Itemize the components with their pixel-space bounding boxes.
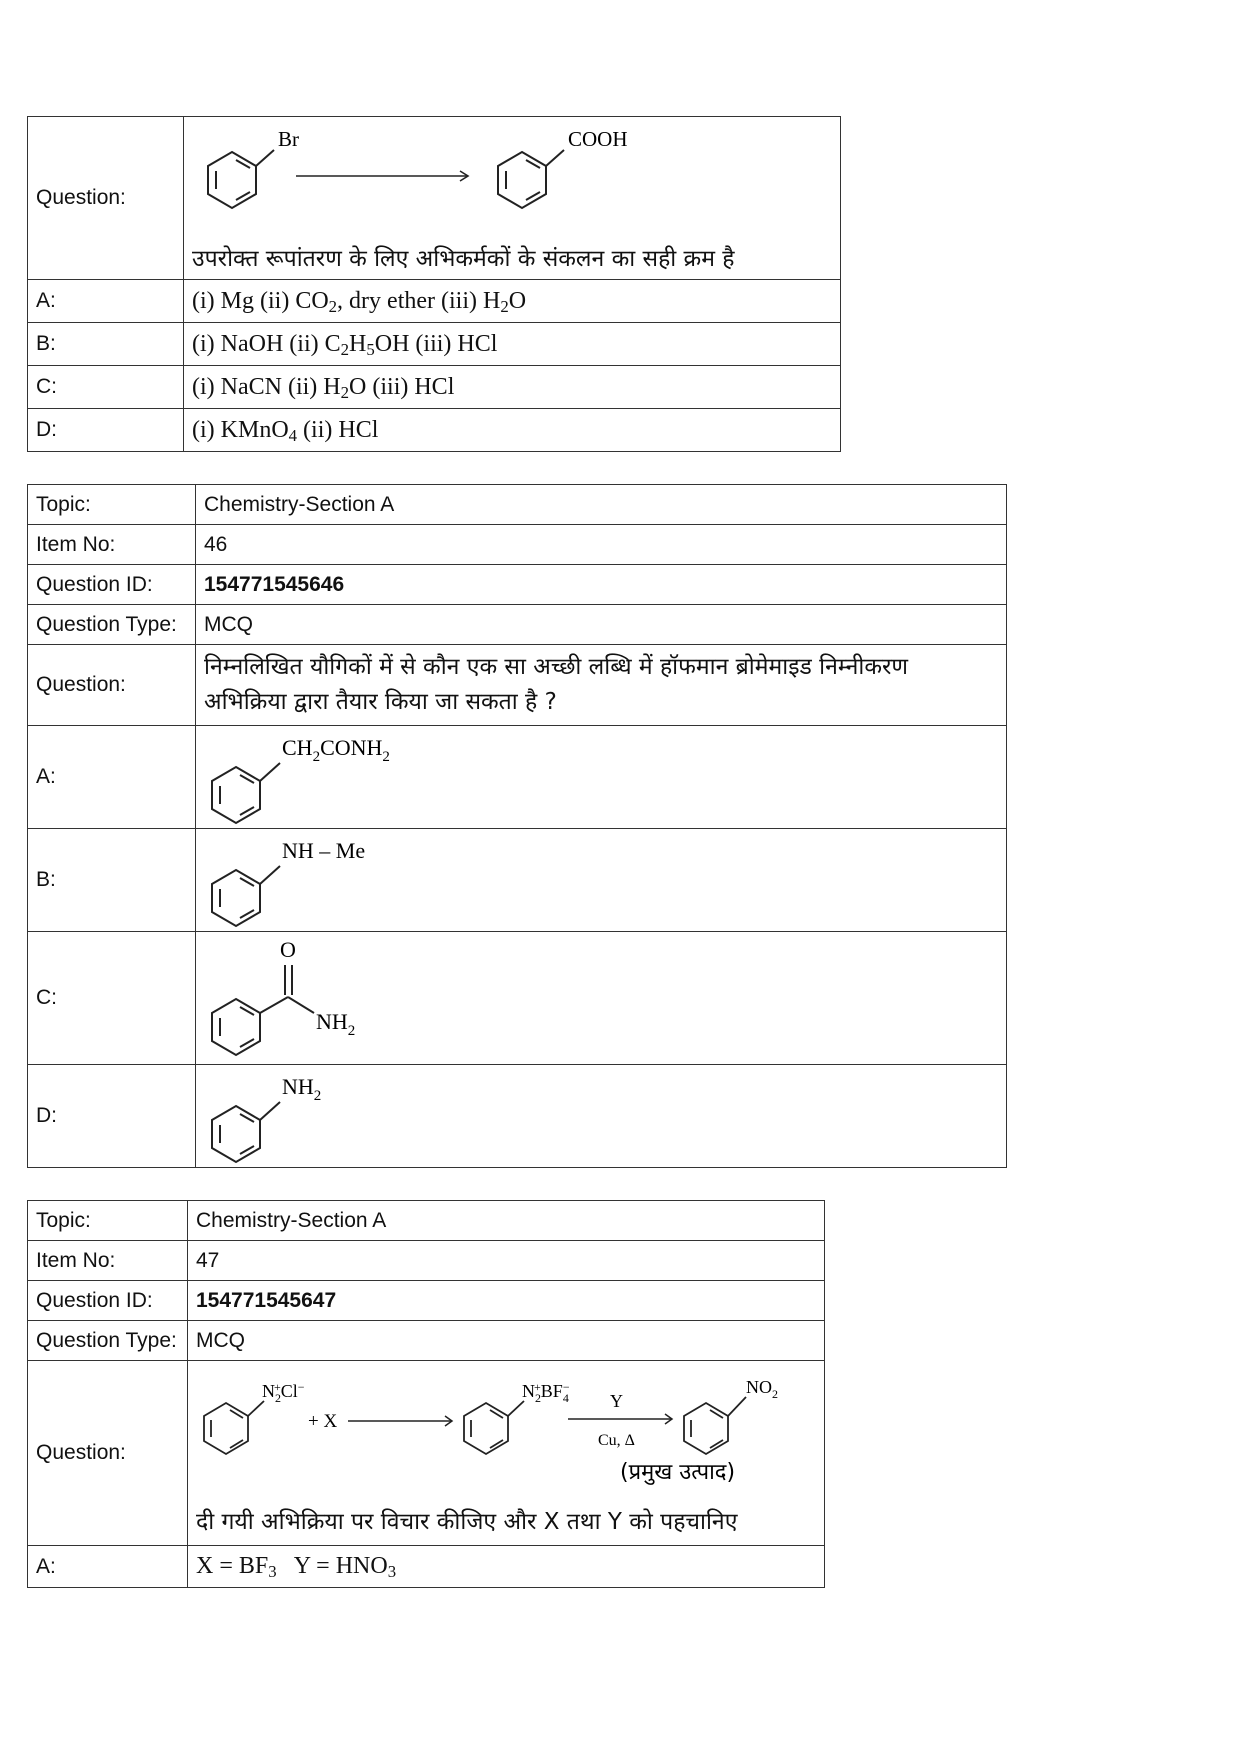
question-line-1: निम्नलिखित यौगिकों में से कौन एक सा अच्छी लब्धि में हॉफमान ब्रोमेमाइड निम्नीकरण [204,654,909,680]
plus-x-reagent: + X [308,1410,338,1432]
option-c-structure-cell [196,932,1007,1065]
topic-label: Topic: [28,1201,188,1241]
question-cell [184,117,841,280]
option-label: C: [28,366,184,409]
benzene-ring-nitrobenzene [684,1397,746,1454]
diazonium-reaction-scheme [196,1367,816,1505]
carbonyl-oxygen: O [280,937,296,962]
question-text: उपरोक्त रूपांतरण के लिए अभिकर्मकों के संकलन का सही क्रम है [192,245,735,272]
option-label: D: [28,409,184,452]
option-label: D: [28,1065,196,1168]
item-no-label: Item No: [28,1241,188,1281]
benzene-ring [212,866,280,926]
option-a-structure-cell [196,726,1007,829]
option-label: B: [28,323,184,366]
question-id-label: Question ID: [28,1281,188,1321]
arrow-reagent-y: Y [610,1390,623,1411]
option-d-structure-cell [196,1065,1007,1168]
option-label: C: [28,932,196,1065]
benzene-ring-diazonium-chloride [204,1401,264,1454]
option-label: A: [28,280,184,323]
diazonium-tetrafluoroborate-group: $N_2+BF_4-$ [522,1379,570,1405]
substituent-label: $CH_2CONH_2$ [282,735,390,765]
benzene-ring-product [498,150,564,208]
question-label: Question: [28,117,184,280]
phenylacetamide-structure [204,729,464,825]
option-label: B: [28,829,196,932]
option-label: A: [28,726,196,829]
carboxyl-group: COOH [568,126,628,151]
question-text: दी गयी अभिक्रिया पर विचार कीजिए और X तथा Y को पहचानिए [196,1508,738,1535]
benzene-ring [212,763,280,823]
major-product-label: (प्रमुख उत्पाद) [620,1459,736,1485]
question-cell [196,645,1007,726]
reaction-arrow [296,171,468,181]
option-d-text: (i) KMnO$_4$ (ii) HCl [184,409,841,452]
amide-nitrogen: $NH_2$ [316,1009,356,1039]
question-label: Question: [28,645,196,726]
question-cell [188,1361,825,1546]
option-b-text: (i) NaOH (ii) $C_2H_5OH$ (iii) HCl [184,323,841,366]
question-type-label: Question Type: [28,605,196,645]
option-b-structure-cell [196,829,1007,932]
benzene-ring-diazonium-tetrafluoroborate [464,1401,524,1454]
question-label: Question: [28,1361,188,1546]
benzene-ring [212,965,314,1055]
n-methylaniline-structure [204,832,464,928]
option-label: A: [28,1546,188,1588]
option-c-text: (i) NaCN (ii) $H_2O$ (iii) HCl [184,366,841,409]
option-a-text: $X = BF_3$ $Y = HNO_3$ [188,1546,825,1588]
item-no-value: 46 [196,525,1007,565]
reaction-arrow-2 [568,1414,672,1424]
benzene-ring [212,1102,280,1162]
question-id-value: 154771545646 [196,565,1007,605]
topic-value: Chemistry-Section A [196,485,1007,525]
benzamide-structure [204,935,464,1061]
topic-value: Chemistry-Section A [188,1201,825,1241]
substituent-label: $NH_2$ [282,1074,322,1104]
question-id-value: 154771545647 [188,1281,825,1321]
question-type-label: Question Type: [28,1321,188,1361]
reaction-arrow-1 [348,1416,452,1426]
topic-label: Topic: [28,485,196,525]
diazonium-chloride-group: $N_2+Cl^-$ [262,1379,305,1405]
option-a-text: (i) Mg (ii) $CO_2$, dry ether (iii) $H_2O$ [184,280,841,323]
question-46-table [27,484,1007,1168]
aniline-structure [204,1068,464,1164]
item-no-value: 47 [188,1241,825,1281]
item-no-label: Item No: [28,525,196,565]
question-47-table [27,1200,825,1588]
question-id-label: Question ID: [28,565,196,605]
question-type-value: MCQ [188,1321,825,1361]
question-line-2: अभिक्रिया द्वारा तैयार किया जा सकता है ? [204,689,557,715]
arrow-condition: Cu, Δ [598,1431,635,1449]
benzene-ring-reactant [208,150,274,208]
substituent-label: NH – Me [282,838,366,863]
bromobenzene-to-benzoic-acid-scheme [192,120,832,240]
nitro-group: $NO_2$ [746,1376,778,1401]
question-type-value: MCQ [196,605,1007,645]
bromo-group: Br [278,126,299,151]
question-45-table [27,116,841,452]
